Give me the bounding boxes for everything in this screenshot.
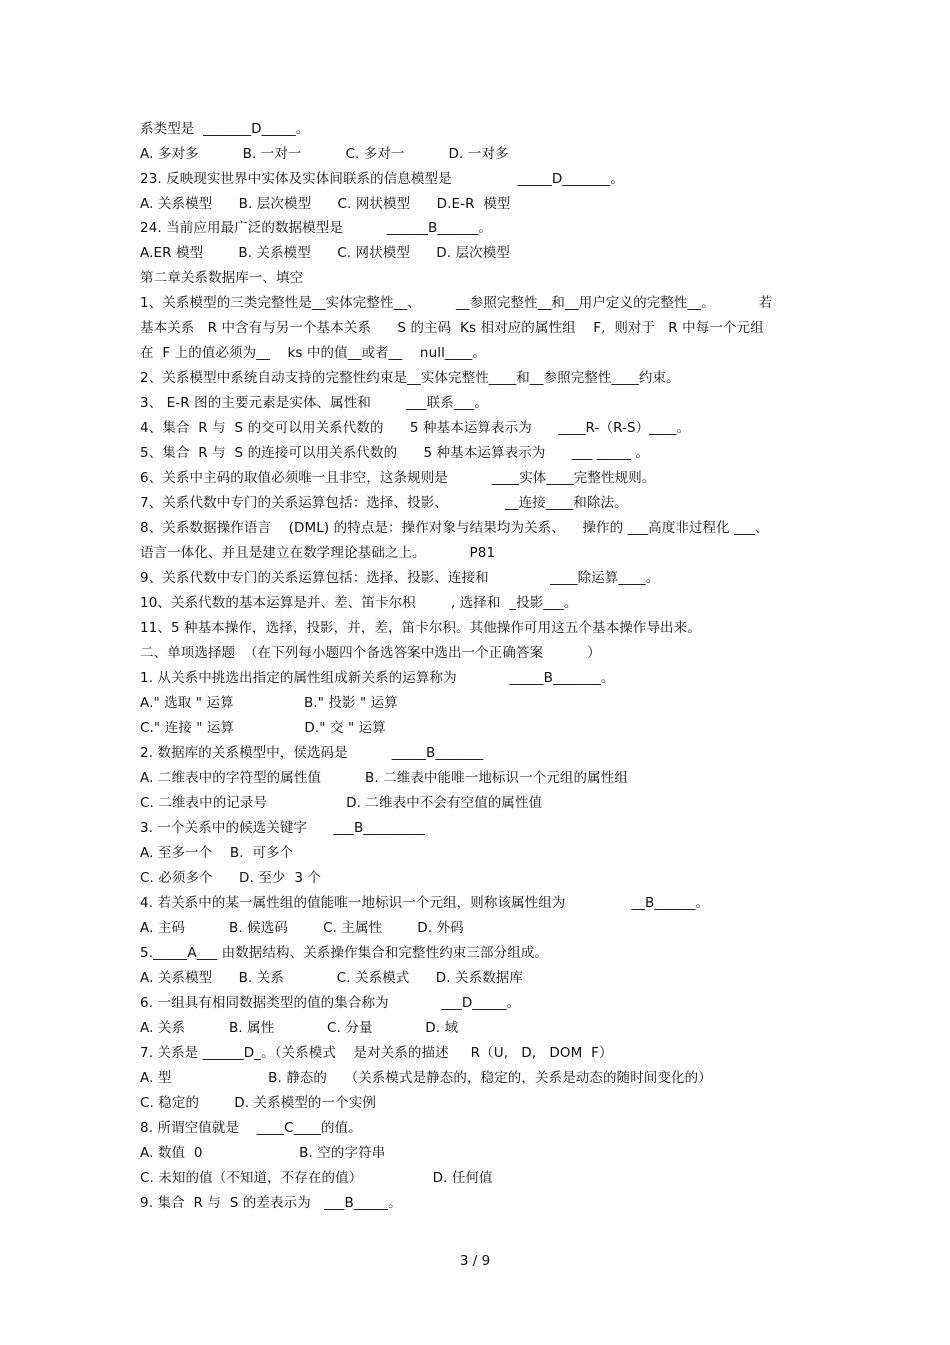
text-line: 基本关系 R 中含有与另一个基本关系 S 的主码 Ks 相对应的属性组 F, 则对于 R 中每一个元组: [140, 320, 764, 336]
text-line: 1、关系模型的三类完整性是__实体完整性__、 __参照完整性__和__用户定义的完整性__。 若: [140, 295, 773, 311]
text-line: 11、5 种基本操作，选择，投影，并，差，笛卡尔积。其他操作可用这五个基本操作导出来。: [140, 620, 701, 636]
text-line: 6、关系中主码的取值必须唯一且非空，这条规则是 ____实体____完整性规则。: [140, 470, 656, 486]
text-line: A. 关系模型 B. 层次模型 C. 网状模型 D.E-R 模型: [140, 196, 511, 212]
text-line: 4. 若关系中的某一属性组的值能唯一地标识一个元组，则称该属性组为 __B______。: [140, 895, 710, 911]
text-line: A. 二维表中的字符型的属性值 B. 二维表中能唯一地标识一个元组的属性组: [140, 770, 628, 786]
text-line: 6. 一组具有相同数据类型的值的集合称为 ___D_____。: [140, 995, 521, 1011]
text-line: C. 未知的值（不知道，不存在的值） D. 任何值: [140, 1170, 493, 1186]
page-number: 3 / 9: [459, 1253, 491, 1269]
text-line: 8、关系数据操作语言 (DML) 的特点是：操作对象与结果均为关系、 操作的 ___高度非过程化 ___、: [140, 520, 769, 536]
text-line: 2. 数据库的关系模型中，侯选码是 _____B_______: [140, 745, 484, 761]
text-line: 3. 一个关系中的候选关键字 ___B_________: [140, 820, 425, 836]
text-line: 5._____A___ 由数据结构、关系操作集合和完整性约束三部分组成。: [140, 945, 549, 961]
text-line: A. 数值 0 B. 空的字符串: [140, 1145, 386, 1161]
text-line: C. 稳定的 D. 关系模型的一个实例: [140, 1095, 376, 1111]
text-line: A. 关系 B. 属性 C. 分量 D. 域: [140, 1020, 459, 1036]
text-line: C. 二维表中的记录号 D. 二维表中不会有空值的属性值: [140, 795, 543, 811]
text-line: 1. 从关系中挑选出指定的属性组成新关系的运算称为 _____B_______。: [140, 670, 615, 686]
text-line: C." 连接 " 运算 D." 交 " 运算: [140, 720, 386, 736]
text-line: 系类型是 _______D_____。: [140, 121, 310, 137]
text-line: A." 选取 " 运算 B." 投影 " 运算: [140, 695, 398, 711]
section-heading: 二、单项选择题 （在下列每小题四个备选答案中选出一个正确答案 ）: [140, 645, 601, 661]
text-line: C. 必须多个 D. 至少 3 个: [140, 870, 321, 886]
text-line: 8. 所谓空值就是 ____C____的值。: [140, 1120, 362, 1136]
text-line: 3、 E-R 图的主要元素是实体、属性和 ___联系___。: [140, 395, 488, 411]
text-line: A. 型 B. 静态的 （关系模式是静态的，稳定的，关系是动态的随时间变化的）: [140, 1070, 712, 1086]
text-line: 23. 反映现实世界中实体及实体间联系的信息模型是 _____D_______。: [140, 171, 624, 187]
text-line: 7、关系代数中专门的关系运算包括：选择、投影、 __连接____和除法。: [140, 495, 628, 511]
text-line: 4、集合 R 与 S 的交可以用关系代数的 5 种基本运算表示为 ____R-（R-S）____。: [140, 420, 691, 436]
text-line: 5、集合 R 与 S 的连接可以用关系代数的 5 种基本运算表示为 ___ _____ 。: [140, 445, 649, 461]
text-line: A. 主码 B. 候选码 C. 主属性 D. 外码: [140, 920, 464, 936]
text-line: 10、关系代数的基本运算是并、差、笛卡尔积 , 选择和 _投影___。: [140, 595, 578, 611]
text-line: A. 至多一个 B. 可多个: [140, 845, 294, 861]
text-line: 7. 关系是 ______D_。（关系模式 是对关系的描述 R（U, D, DOM F）: [140, 1045, 613, 1061]
text-line: 9. 集合 R 与 S 的差表示为 ___B_____。: [140, 1195, 402, 1211]
text-line: 在 F 上的值必须为__ ks 中的值__或者__ null____。: [140, 345, 486, 361]
text-line: A. 关系模型 B. 关系 C. 关系模式 D. 关系数据库: [140, 970, 524, 986]
text-line: 9、关系代数中专门的关系运算包括：选择、投影、连接和 ____除运算____。: [140, 570, 660, 586]
text-line: 24. 当前应用最广泛的数据模型是 ______B______。: [140, 220, 493, 236]
text-line: A. 多对多 B. 一对一 C. 多对一 D. 一对多: [140, 146, 509, 162]
text-line: A.ER 模型 B. 关系模型 C. 网状模型 D. 层次模型: [140, 245, 510, 261]
text-line: 2、关系模型中系统自动支持的完整性约束是__实体完整性____和__参照完整性____约束。: [140, 370, 680, 386]
text-line: 语言一体化、并且是建立在数学理论基础之上。 P81: [140, 545, 496, 561]
section-heading: 第二章关系数据库一、填空: [140, 270, 304, 286]
